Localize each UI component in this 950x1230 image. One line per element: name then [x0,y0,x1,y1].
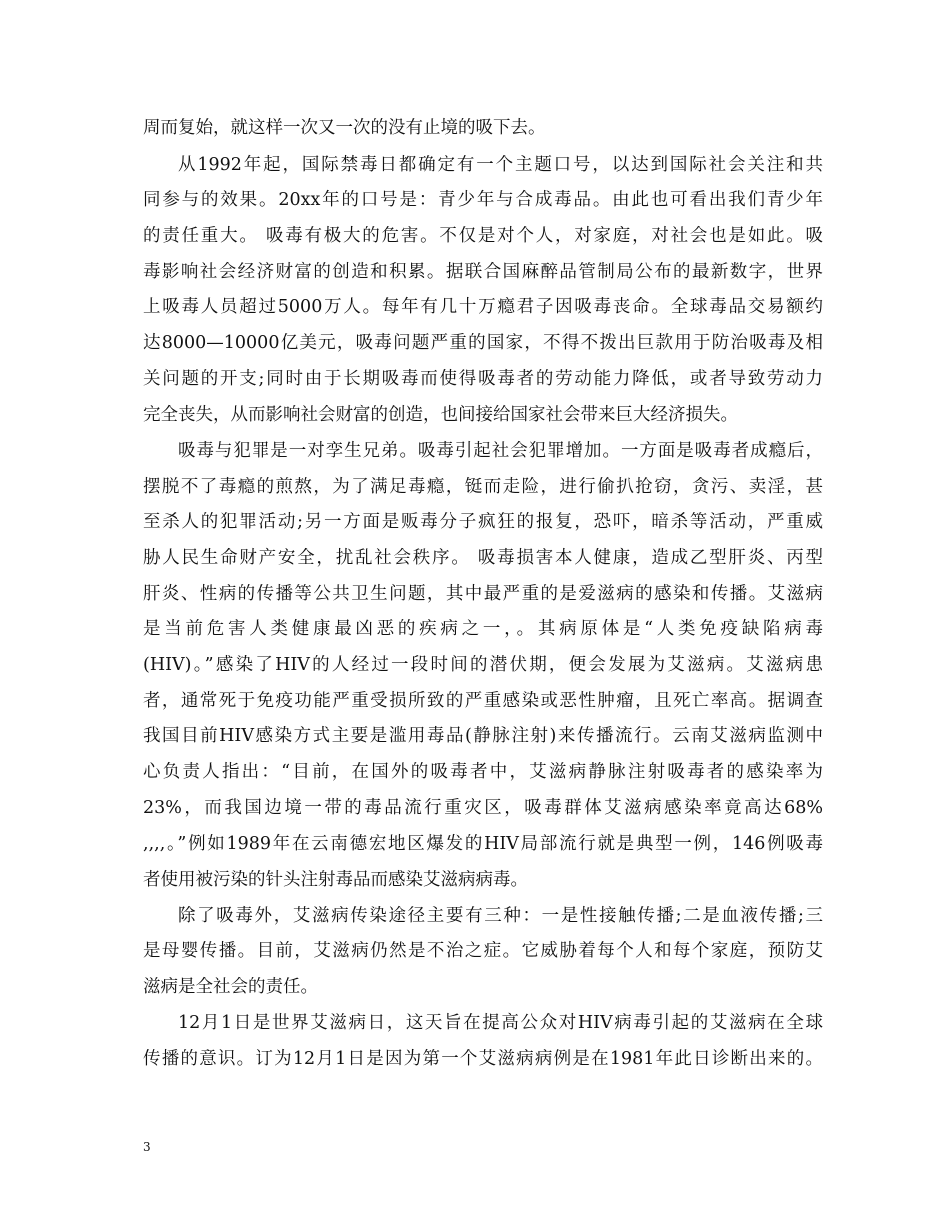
text-line: 摆脱不了毒瘾的煎熬，为了满足毒瘾，铤而走险，进行偷扒抢窃，贪污、卖淫，甚 [143,477,823,497]
text-line: 我国目前HIV感染方式主要是滥用毒品(静脉注射)来传播流行。云南艾滋病监测中 [143,726,823,746]
text-line: 23%，而我国边境一带的毒品流行重灾区，吸毒群体艾滋病感染率竟高达68% [143,798,823,818]
text-line: 者，通常死于免疫功能严重受损所致的严重感染或恶性肿瘤，且死亡率高。据调查 [143,691,823,711]
text-line: 心负责人指出：“目前，在国外的吸毒者中，艾滋病静脉注射吸毒者的感染率为 [143,762,823,782]
text-line: 是当前危害人类健康最凶恶的疾病之一，。其病原体是“人类免疫缺陷病毒 [143,619,823,639]
text-line: ,,,,。”例如1989年在云南德宏地区爆发的HIV局部流行就是典型一例，146例吸毒 [143,834,823,854]
text-line: 完全丧失，从而影响社会财富的创造，也间接给国家社会带来巨大经济损失。 [143,405,738,425]
text-line: 从1992年起，国际禁毒日都确定有一个主题口号，以达到国际社会关注和共 [178,155,823,175]
text-line: 吸毒与犯罪是一对孪生兄弟。吸毒引起社会犯罪增加。一方面是吸毒者成瘾后， [178,441,823,461]
text-line: 滋病是全社会的责任。 [143,977,318,997]
text-line: (HIV)。”感染了HIV的人经过一段时间的潜伏期，便会发展为艾滋病。艾滋病患 [143,655,823,675]
text-line: 上吸毒人员超过5000万人。每年有几十万瘾君子因吸毒丧命。全球毒品交易额约 [143,297,823,317]
text-line: 同参与的效果。20xx年的口号是：青少年与合成毒品。由此也可看出我们青少年 [143,190,823,210]
text-line: 至杀人的犯罪活动;另一方面是贩毒分子疯狂的报复，恐吓，暗杀等活动，严重威 [143,512,823,532]
text-line: 者使用被污染的针头注射毒品而感染艾滋病病毒。 [143,870,528,890]
text-line: 毒影响社会经济财富的创造和积累。据联合国麻醉品管制局公布的最新数字，世界 [143,262,823,282]
text-line: 除了吸毒外，艾滋病传染途径主要有三种：一是性接触传播;二是血液传播;三 [178,906,823,926]
text-line: 达8000—10000亿美元，吸毒问题严重的国家，不得不拨出巨款用于防治吸毒及相 [143,333,823,353]
page-number: 3 [143,1140,151,1154]
text-line: 的责任重大。 吸毒有极大的危害。不仅是对个人，对家庭，对社会也是如此。吸 [143,226,823,246]
text-line: 关问题的开支;同时由于长期吸毒而使得吸毒者的劳动能力降低，或者导致劳动力 [143,369,823,389]
text-line: 周而复始，就这样一次又一次的没有止境的吸下去。 [143,118,546,138]
text-line: 是母婴传播。目前，艾滋病仍然是不治之症。它威胁着每个人和每个家庭，预防艾 [143,941,823,961]
text-line: 传播的意识。订为12月1日是因为第一个艾滋病病例是在1981年此日诊断出来的。 [143,1049,823,1069]
text-line: 胁人民生命财产安全，扰乱社会秩序。 吸毒损害本人健康，造成乙型肝炎、丙型 [143,548,823,568]
text-line: 肝炎、性病的传播等公共卫生问题，其中最严重的是爱滋病的感染和传播。艾滋病 [143,584,823,604]
text-line: 12月1日是世界艾滋病日，这天旨在提高公众对HIV病毒引起的艾滋病在全球 [178,1013,823,1033]
